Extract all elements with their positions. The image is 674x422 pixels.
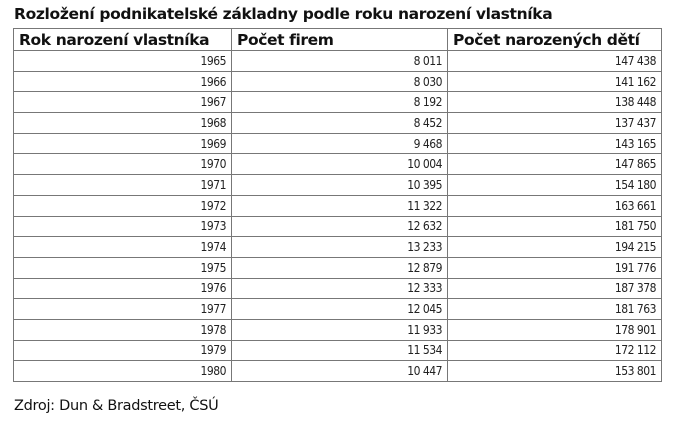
cell-birth-year: 1965	[14, 51, 232, 72]
cell-birth-year: 1975	[14, 257, 232, 278]
table-row	[14, 278, 662, 299]
header-birth-year: Rok narození vlastníka	[14, 29, 232, 51]
table-row	[14, 361, 662, 382]
table-row	[14, 257, 662, 278]
header-row	[14, 29, 662, 51]
cell-firm-count: 8 192	[232, 92, 448, 113]
cell-births-count: 138 448	[448, 92, 662, 113]
cell-births-count: 194 215	[448, 237, 662, 258]
cell-birth-year: 1969	[14, 133, 232, 154]
cell-firm-count: 13 233	[232, 237, 448, 258]
cell-firm-count: 10 004	[232, 154, 448, 175]
table-row	[14, 319, 662, 340]
header-births-count: Počet narozených dětí	[448, 29, 662, 51]
table-row	[14, 195, 662, 216]
table-row	[14, 299, 662, 320]
cell-firm-count: 12 632	[232, 216, 448, 237]
cell-births-count: 147 438	[448, 51, 662, 72]
cell-firm-count: 8 011	[232, 51, 448, 72]
cell-births-count: 187 378	[448, 278, 662, 299]
cell-firm-count: 11 933	[232, 319, 448, 340]
cell-births-count: 178 901	[448, 319, 662, 340]
cell-births-count: 181 750	[448, 216, 662, 237]
cell-birth-year: 1978	[14, 319, 232, 340]
cell-firm-count: 12 333	[232, 278, 448, 299]
cell-birth-year: 1976	[14, 278, 232, 299]
cell-firm-count: 9 468	[232, 133, 448, 154]
cell-firm-count: 12 045	[232, 299, 448, 320]
cell-births-count: 191 776	[448, 257, 662, 278]
cell-firm-count: 10 395	[232, 175, 448, 196]
cell-firm-count: 11 534	[232, 340, 448, 361]
data-table	[13, 28, 662, 382]
cell-births-count: 181 763	[448, 299, 662, 320]
cell-birth-year: 1980	[14, 361, 232, 382]
cell-births-count: 137 437	[448, 113, 662, 134]
cell-birth-year: 1979	[14, 340, 232, 361]
cell-birth-year: 1977	[14, 299, 232, 320]
table-row	[14, 154, 662, 175]
cell-births-count: 147 865	[448, 154, 662, 175]
cell-firm-count: 12 879	[232, 257, 448, 278]
cell-birth-year: 1967	[14, 92, 232, 113]
cell-birth-year: 1974	[14, 237, 232, 258]
cell-birth-year: 1971	[14, 175, 232, 196]
header-firm-count: Počet firem	[232, 29, 448, 51]
table-row	[14, 92, 662, 113]
table-row	[14, 133, 662, 154]
cell-birth-year: 1972	[14, 195, 232, 216]
table-row	[14, 237, 662, 258]
table-row	[14, 113, 662, 134]
table-row	[14, 71, 662, 92]
table-row	[14, 51, 662, 72]
cell-births-count: 172 112	[448, 340, 662, 361]
cell-births-count: 143 165	[448, 133, 662, 154]
cell-births-count: 141 162	[448, 71, 662, 92]
cell-firm-count: 11 322	[232, 195, 448, 216]
cell-births-count: 153 801	[448, 361, 662, 382]
cell-birth-year: 1966	[14, 71, 232, 92]
table-row	[14, 216, 662, 237]
cell-births-count: 163 661	[448, 195, 662, 216]
cell-birth-year: 1973	[14, 216, 232, 237]
cell-firm-count: 8 452	[232, 113, 448, 134]
source-note: Zdroj: Dun & Bradstreet, ČSÚ	[14, 398, 219, 414]
cell-firm-count: 8 030	[232, 71, 448, 92]
cell-birth-year: 1968	[14, 113, 232, 134]
cell-firm-count: 10 447	[232, 361, 448, 382]
cell-birth-year: 1970	[14, 154, 232, 175]
table-row	[14, 175, 662, 196]
table-title: Rozložení podnikatelské základny podle roku narození vlastníka	[14, 5, 553, 23]
table-row	[14, 340, 662, 361]
cell-births-count: 154 180	[448, 175, 662, 196]
